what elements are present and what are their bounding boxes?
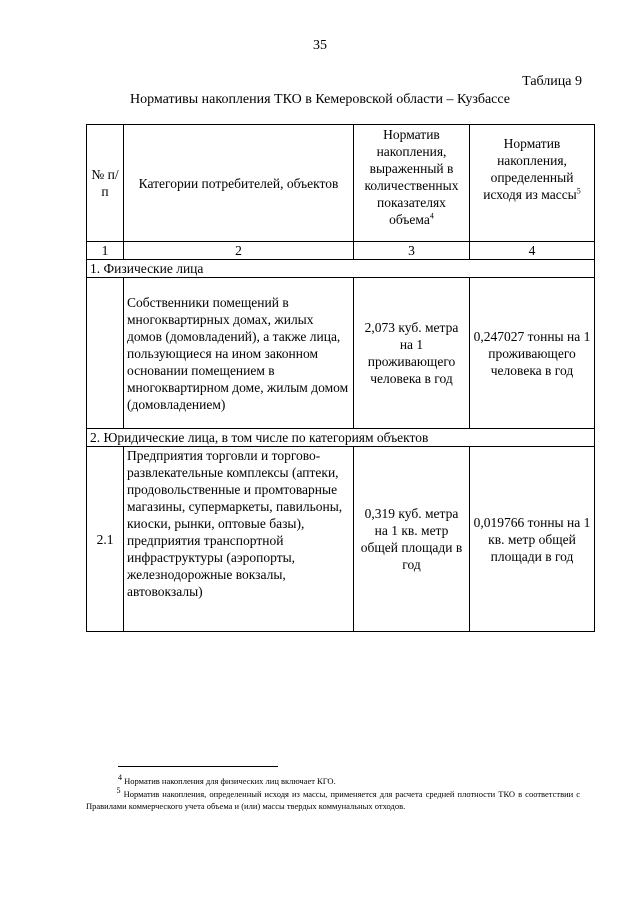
footnote-text: Норматив накопления для физических лиц включает КГО. — [124, 776, 336, 786]
footnote-ref-5: 5 — [576, 186, 581, 196]
footnote-mark: 4 — [118, 773, 122, 783]
header-row — [87, 125, 595, 242]
row-norm-mass: 0,019766 тонны на 1 кв. метр общей площади в год — [470, 447, 595, 632]
header-norm-volume — [354, 125, 470, 242]
column-numbers-row — [87, 242, 595, 260]
col-number: 2 — [124, 242, 354, 260]
header-category: Категории потребителей, объектов — [124, 125, 354, 242]
footnote-ref-4: 4 — [429, 211, 434, 221]
table-label: Таблица 9 — [522, 74, 582, 89]
row-norm-volume: 0,319 куб. метра на 1 кв. метр общей площади в год — [354, 447, 470, 632]
col-number: 4 — [470, 242, 595, 260]
row-norm-volume: 2,073 куб. метра на 1 проживающего человека в год — [354, 278, 470, 429]
section-row — [87, 260, 595, 278]
row-category: Предприятия торговли и торгово-развлекательные комплексы (аптеки, продовольственные и промтоварные магазины, супермаркеты, павильоны, киоски, рынки, оптовые базы), предприятия транспортной инфраструктуры (аэропорты, железнодорожные вокзалы, автовокзалы) — [124, 447, 354, 632]
footnote-mark: 5 — [116, 786, 121, 796]
row-num: 2.1 — [87, 447, 124, 632]
footnote-5 — [86, 788, 580, 812]
header-norm-volume-text: Норматив накопления, выраженный в количественных показателях объема — [364, 127, 459, 227]
footnote-text: Норматив накопления, определенный исходя из массы, применяется для расчета средней плотности ТКО в соответствии с Правилами коммерческого учета объема и (или) массы твердых коммунальных отходов. — [86, 789, 581, 811]
table-row — [87, 278, 595, 429]
col-number: 3 — [354, 242, 470, 260]
section-row — [87, 429, 595, 447]
header-norm-mass — [470, 125, 595, 242]
table-title: Нормативы накопления ТКО в Кемеровской области – Кузбассе — [130, 92, 510, 107]
footnote-divider — [118, 766, 278, 767]
col-number: 1 — [87, 242, 124, 260]
table-row — [87, 447, 595, 632]
header-num: № п/п — [87, 125, 124, 242]
row-norm-mass: 0,247027 тонны на 1 проживающего человека в год — [470, 278, 595, 429]
section-title: 1. Физические лица — [87, 260, 595, 278]
section-title: 2. Юридические лица, в том числе по категориям объектов — [87, 429, 595, 447]
row-category: Собственники помещений в многоквартирных домах, жилых домов (домовладений), а также лица, пользующиеся на ином законном основании помещением в многоквартирном доме, жилым домом (домовладением) — [124, 278, 354, 429]
header-norm-mass-text: Норматив накопления, определенный исходя из массы — [483, 136, 577, 202]
row-num — [87, 278, 124, 429]
norms-table — [86, 124, 595, 632]
footnote-4 — [118, 775, 336, 787]
page-number: 35 — [313, 38, 327, 53]
